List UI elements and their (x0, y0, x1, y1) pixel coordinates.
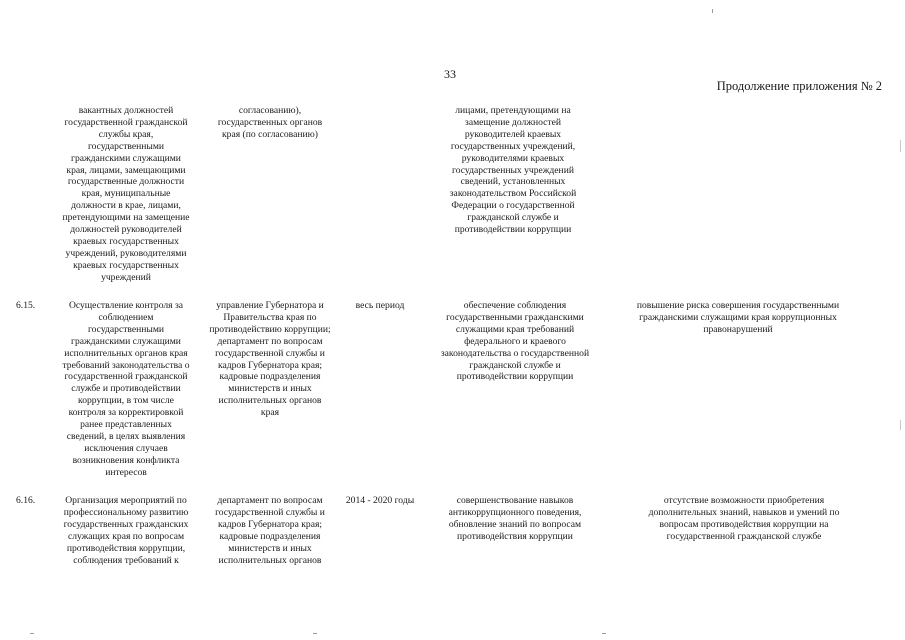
item-number: 6.15. (16, 300, 36, 311)
item-number: 6.16. (16, 495, 36, 506)
consequence-cell: повышение риска совершения государственными гражданскими служащими края коррупционных правонарушений (636, 300, 840, 335)
measure-cell: вакантных должностей государственной гражданской службы края, государственными гражданскими служащими края, лицами, замещающими государственные должности края, муниципальные должности в крае, лицами, претендующими на замещение должностей руководителей краевых государственных учреждений, руководителями краевых государственных учреждений (62, 105, 190, 283)
executor-cell: департамент по вопросам государственной службы и кадров Губернатора края; кадровые подразделения министерств и иных исполнительных органов (215, 495, 325, 566)
scan-speck (30, 633, 34, 634)
period-cell: 2014 - 2020 годы (345, 495, 415, 506)
scan-speck (313, 633, 317, 634)
result-cell: лицами, претендующими на замещение должностей руководителей краевых государственных учреждений, руководителями краевых государственных учреждений сведений, установленных законодательством Российской Федерации о государственной гражданской службе и противодействии коррупции (449, 105, 577, 236)
scan-speck (602, 633, 606, 634)
period-cell: весь период (355, 300, 405, 311)
scan-edge-mark (900, 140, 901, 152)
scan-speck (712, 9, 713, 13)
page-number: 33 (444, 67, 456, 81)
appendix-continuation-label: Продолжение приложения № 2 (716, 79, 882, 93)
result-cell: совершенствование навыков антикоррупционного поведения, обновление знаний по вопросам противодействия коррупции (448, 495, 582, 542)
result-cell: обеспечение соблюдения государственными гражданскими служащими края требований федерального и краевого законодательства о государственной гражданской службе и противодействии коррупции (440, 300, 590, 383)
executor-cell: согласованию), государственных органов края (по согласованию) (217, 105, 323, 140)
scan-edge-mark (900, 420, 901, 430)
measure-cell: Осуществление контроля за соблюдением государственными гражданскими служащими исполнительных органов края требований законодательства о государственной гражданской службе и противодействии коррупции, в том числе контроля за корректировкой ранее представленных сведений, в целях выявления исключения случаев возникновения конфликта интересов (62, 300, 190, 478)
consequence-cell: отсутствие возможности приобретения дополнительных знаний, навыков и умений по вопросам противодействия коррупции на государственной гражданской службе (648, 495, 840, 542)
measure-cell: Организация мероприятий по профессиональному развитию государственных гражданских служащих края по вопросам противодействия коррупции, соблюдения требований к (63, 495, 189, 566)
executor-cell: управление Губернатора и Правительства края по противодействию коррупции; департамент по вопросам государственной службы и кадров Губернатора края; кадровые подразделения министерств и иных исполнительных органов края (209, 300, 331, 419)
